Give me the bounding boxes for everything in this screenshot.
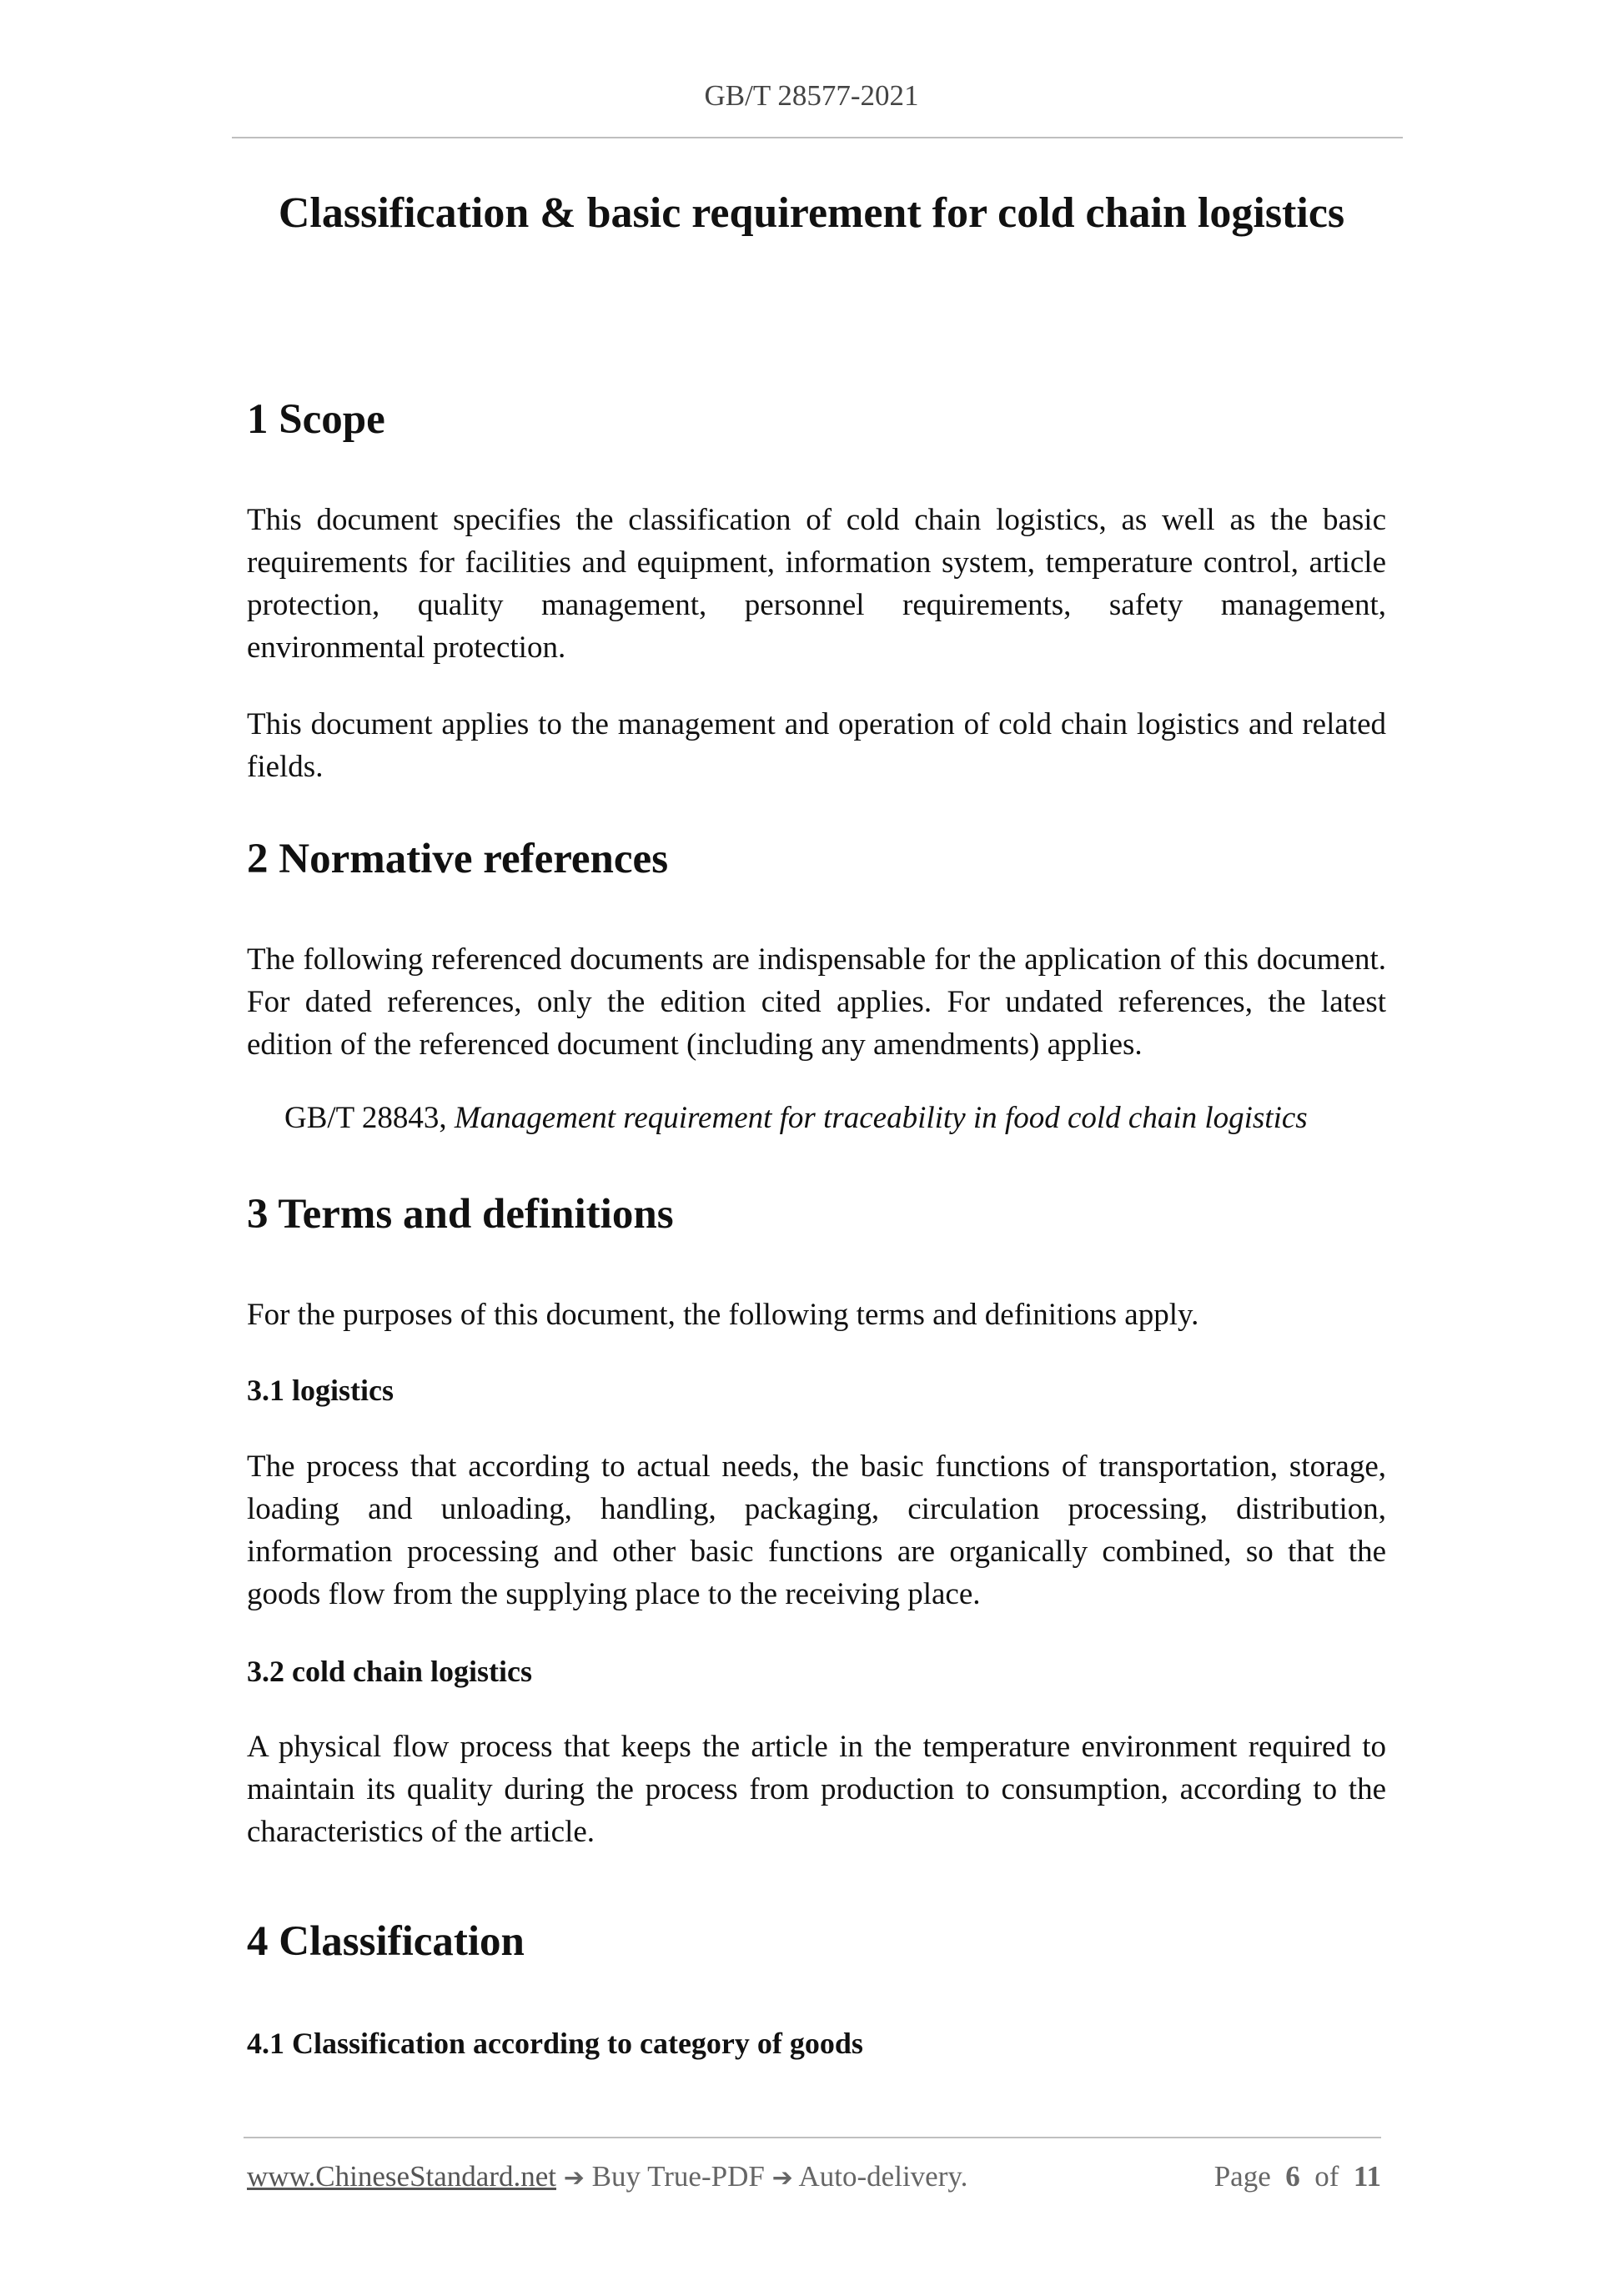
subsection-heading-classification-goods: 4.1 Classification according to category of goods: [247, 2027, 863, 2060]
footer-promo: [247, 2160, 967, 2193]
scope-paragraph-2: This document applies to the management and operation of cold chain logistics and related fields.: [247, 707, 1386, 784]
auto-delivery-text: Auto-delivery.: [798, 2160, 968, 2193]
current-page-number: 6: [1285, 2160, 1300, 2193]
section-heading-scope: 1 Scope: [247, 396, 385, 443]
section-heading-normative-references: 2 Normative references: [247, 836, 669, 882]
reference-title: Management requirement for traceability in food cold chain logistics: [454, 1101, 1308, 1135]
normative-paragraph: The following referenced documents are indispensable for the application of this document. For dated references, only the edition cited applies. For undated references, the latest edition of the referenced document (including any amendments) applies.: [247, 942, 1386, 1062]
page-counter: [1214, 2160, 1381, 2193]
terms-intro-paragraph: For the purposes of this document, the following terms and definitions apply.: [247, 1298, 1199, 1332]
arrow-right-icon: ➔: [563, 2163, 585, 2193]
buy-true-pdf-text: Buy True-PDF: [591, 2160, 765, 2193]
document-title: Classification & basic requirement for cold chain logistics: [278, 189, 1345, 237]
total-pages-number: 11: [1353, 2160, 1381, 2193]
website-link[interactable]: www.ChineseStandard.net: [247, 2160, 556, 2193]
section-heading-classification: 4 Classification: [247, 1918, 525, 1965]
footer-divider: [244, 2137, 1381, 2138]
arrow-right-icon: ➔: [771, 2163, 793, 2193]
term-heading-cold-chain-logistics: 3.2 cold chain logistics: [247, 1655, 533, 1688]
document-code-header: GB/T 28577-2021: [704, 79, 919, 112]
term-heading-logistics: 3.1 logistics: [247, 1374, 394, 1407]
scope-paragraph-1: This document specifies the classification of cold chain logistics, as well as the basic requirements for facilities and equipment, information system, temperature control, article protection, quality management, personnel requirements, safety management, environmental protection.: [247, 503, 1386, 665]
reference-code: GB/T 28843,: [284, 1101, 447, 1135]
header-divider: [232, 137, 1403, 138]
term-definition-cold-chain-logistics: A physical flow process that keeps the article in the temperature environment required to maintain its quality during the process from production to consumption, according to the characteristics of the article.: [247, 1730, 1386, 1849]
page-label: Page: [1213, 2160, 1271, 2193]
of-label: of: [1314, 2160, 1339, 2193]
section-heading-terms: 3 Terms and definitions: [247, 1191, 674, 1238]
term-definition-logistics: The process that according to actual needs, the basic functions of transportation, storage, loading and unloading, handling, packaging, circulation processing, distribution, information processing and other basic functions are organically combined, so that the goods flow from the supplying place to the receiving place.: [247, 1449, 1386, 1611]
normative-reference-item: [284, 1100, 1308, 1136]
